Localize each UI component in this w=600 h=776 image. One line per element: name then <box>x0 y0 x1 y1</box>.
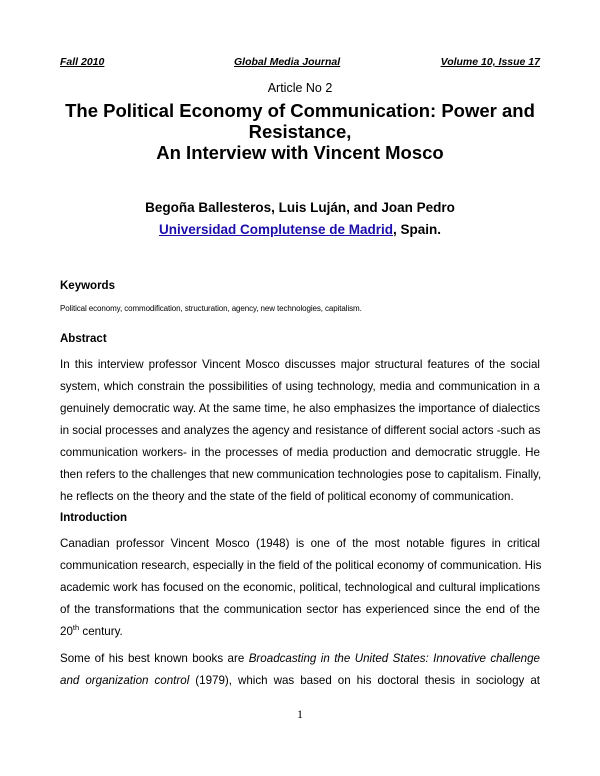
affiliation <box>0 222 600 237</box>
intro-line-century <box>60 625 540 639</box>
abstract-line: communication workers- in the processes of media production and democratic struggle. He <box>60 446 540 459</box>
abstract-heading: Abstract <box>60 333 107 345</box>
header-volume-issue: Volume 10, Issue 17 <box>440 56 540 68</box>
abstract-line: genuinely democratic way. At the same time, he also emphasizes the importance of dialectics <box>60 402 540 415</box>
book-title-cont: and organization control <box>60 674 190 687</box>
intro-p2-line-2 <box>60 674 540 688</box>
book-title: Broadcasting in the United States: Innovative challenge <box>248 652 540 665</box>
century-rest: century. <box>79 625 123 638</box>
title-line-3: An Interview with Vincent Mosco <box>156 142 444 163</box>
keywords-text: Political economy, commodification, structuration, agency, new technologies, capitalism. <box>60 304 362 313</box>
intro-line: Canadian professor Vincent Mosco (1948) is one of the most notable figures in critical <box>60 537 540 550</box>
intro-line: communication research, especially in the field of the political economy of communication. His <box>60 559 542 572</box>
abstract-line: he reflects on the theory and the state of the field of political economy of communication. <box>60 490 514 503</box>
header-journal-name: Global Media Journal <box>234 56 341 68</box>
title-line-1: The Political Economy of Communication: Power and <box>65 100 535 121</box>
title-line-2: Resistance, <box>248 121 352 142</box>
intro-line: of the transformations that the communication sector has experienced since the end of the <box>60 603 540 616</box>
affiliation-country: , Spain. <box>393 222 442 237</box>
abstract-line: in social processes and analyzes the agency and resistance of different social actors -such as <box>60 424 541 437</box>
page-number: 1 <box>297 707 303 721</box>
intro-p2-text: (1979), which was based on his doctoral thesis in sociology at <box>189 674 540 687</box>
keywords-heading: Keywords <box>60 280 115 292</box>
article-number: Article No 2 <box>267 81 333 95</box>
institution-link[interactable]: Universidad Complutense de Madrid <box>158 222 394 237</box>
abstract-line: then refers to the challenges that new communication technologies pose to capitalism. Finally, <box>60 468 542 481</box>
abstract-line: system, which constrain the possibilities of using technology, media and communication in a <box>60 380 540 393</box>
century-number: 20 <box>60 625 73 638</box>
intro-p2-text: Some of his best known books are <box>60 652 249 665</box>
intro-p2-line-1 <box>60 652 540 666</box>
introduction-heading: Introduction <box>60 512 128 524</box>
header-issue-date: Fall 2010 <box>60 56 105 68</box>
intro-line: academic work has focused on the economic, political, technological and cultural implications <box>60 581 540 594</box>
author-list: Begoña Ballesteros, Luis Luján, and Joan Pedro <box>145 200 455 215</box>
abstract-line: In this interview professor Vincent Mosco discusses major structural features of the social <box>60 358 540 371</box>
running-header <box>60 56 540 70</box>
article-title <box>60 100 540 163</box>
century-superscript: th <box>72 623 80 633</box>
